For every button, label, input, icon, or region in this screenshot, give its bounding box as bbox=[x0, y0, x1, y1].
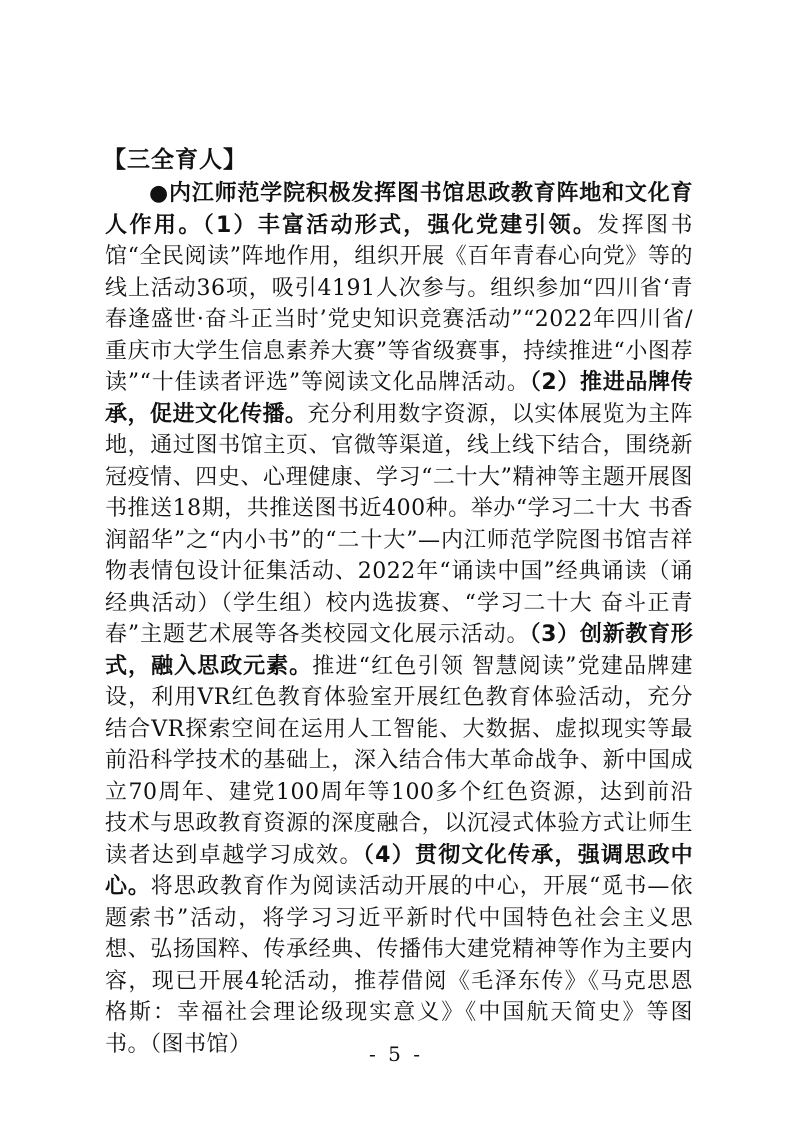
section-heading: 【三全育人】 bbox=[103, 147, 247, 173]
point-3-text: 推进“红色引领 智慧阅读”党建品牌建设，利用VR红色教育体验室开展红色教育体验活动，充分结合VR探索空间在运用人工智能、大数据、虚拟现实等最前沿科学技术的基础上，深入结合伟大革命战争、新中国成立70周年、建党100周年等100多个红色资源，达到前沿技术与思政教育资源的深度融合，以沉浸式体验方式让师生读者达到卓越学习成效。 bbox=[105, 653, 693, 868]
point-4-text: 将思政教育作为阅读活动开展的中心，开展“觅书—依题索书”活动，将学习习近平新时代中国特色社会主义思想、弘扬国粹、传承经典、传播伟大建党精神等作为主要内容，现已开展4轮活动，推荐借阅《毛泽东传》《马克思恩格斯：幸福社会理论级现实意义》《中国航天简史》等图书。（图书馆） bbox=[105, 874, 693, 1057]
page-number: - 5 - bbox=[369, 1042, 423, 1066]
article-paragraph bbox=[105, 178, 693, 1060]
point-2-heading: （2）推进品牌传承，促进文化传播。 bbox=[105, 370, 693, 427]
point-2-text: 充分利用数字资源，以实体展览为主阵地，通过图书馆主页、官微等渠道，线上线下结合，围绕新冠疫情、四史、心理健康、学习“二十大”精神等主题开展图书推送18期，共推送图书近400种。举办“学习二十大 书香润韶华”之“内小书”的“二十大”—内江师范学院图书馆吉祥物表情包设计征集活动、2022年“诵读中国”经典诵读（诵经典活动）（学生组）校内选拔赛、“学习二十大 奋斗正青春”主题艺术展等各类校园文化展示活动。 bbox=[105, 401, 693, 647]
point-1-heading: （1）丰富活动形式，强化党建引领。 bbox=[202, 212, 598, 238]
point-3-heading: （3）创新教育形式，融入思政元素。 bbox=[105, 622, 693, 679]
point-1-text: 发挥图书馆“全民阅读”阵地作用，组织开展《百年青春心向党》等的线上活动36项，吸引4191人次参与。组织参加“四川省‘青春逢盛世·奋斗正当时’党史知识竞赛活动”“2022年四川省/重庆市大学生信息素养大赛”等省级赛事，持续推进“小图荐读”“十佳读者评选”等阅读文化品牌活动。 bbox=[105, 212, 693, 395]
point-4-heading: （4）贯彻文化传承，强调思政中心。 bbox=[105, 842, 693, 899]
lead-sentence: ●内江师范学院积极发挥图书馆思政教育阵地和文化育人作用。 bbox=[105, 181, 693, 238]
